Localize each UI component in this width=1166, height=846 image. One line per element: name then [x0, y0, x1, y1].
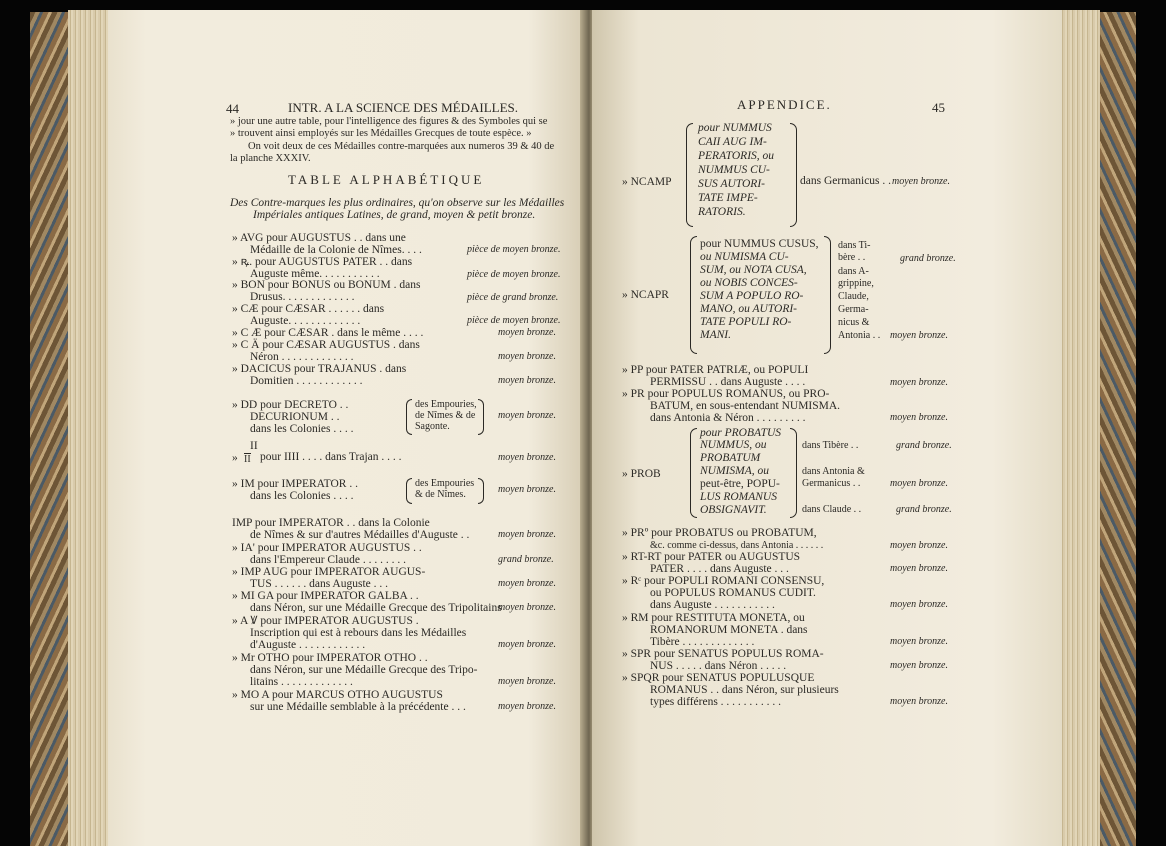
bronze-size: pièce de moyen bronze. [467, 269, 561, 280]
bronze-size: moyen bronze. [892, 176, 950, 187]
entry-line: de Nîmes & sur d'autres Médailles d'Auguste . . [250, 529, 470, 541]
intro-line: la planche XXXIV. [230, 153, 311, 164]
right-brace [790, 428, 797, 518]
entry-line: » CÆ pour CÆSAR . . . . . . dans [232, 303, 385, 315]
brace-item: OBSIGNAVIT. [700, 504, 767, 516]
entry-line: Domitien . . . . . . . . . . . . [250, 375, 363, 387]
location: Germa- [838, 304, 869, 315]
overlined-symbol: II [250, 440, 258, 452]
right-brace [478, 399, 484, 435]
bronze-size: grand bronze. [896, 504, 952, 515]
location: Claude, [838, 291, 869, 302]
brace-item: Sagonte. [415, 421, 450, 432]
entry-line: dans l'Empereur Claude . . . . . . . . [250, 554, 407, 566]
table-subtitle: Des Contre-marques les plus ordinaires, qu'on observe sur les Médailles [230, 197, 565, 209]
entry-line: Drusus. . . . . . . . . . . . . [250, 291, 355, 303]
brace-item: SUS AUTORI- [698, 178, 765, 190]
entry-line: » Rᶜ pour POPULI ROMANI CONSENSU, [622, 575, 825, 587]
brace-item: PROBATUM [700, 452, 761, 464]
bronze-size: grand bronze. [896, 440, 952, 451]
bronze-size: moyen bronze. [890, 330, 948, 341]
left-brace [690, 428, 697, 518]
intro-line: On voit deux de ces Médailles contre-marquées aux numeros 39 & 40 de [248, 141, 555, 152]
brace-item: NUMISMA, ou [700, 465, 769, 477]
entry-line: PATER . . . . dans Auguste . . . [650, 563, 789, 575]
entry-line: » SPQR pour SENATUS POPULUSQUE [622, 672, 815, 684]
location: Antonia . . [838, 330, 881, 341]
location: bère . . [838, 252, 866, 263]
entry-line: sur une Médaille semblable à la précédente . . . [250, 701, 466, 713]
brace-item: NUMMUS CU- [698, 164, 770, 176]
brace-item: pour PROBATUS [700, 427, 782, 439]
entry-label: » PROB [622, 468, 661, 480]
entry-line: » A Ꝟ pour IMPERATOR AUGUSTUS . [232, 615, 419, 627]
bronze-size: moyen bronze. [498, 676, 556, 687]
brace-item: peut-être, POPU- [700, 478, 780, 490]
entry-line: d'Auguste . . . . . . . . . . . . [250, 639, 366, 651]
entry-line: dans Antonia & Néron . . . . . . . . . [650, 412, 806, 424]
bronze-size: moyen bronze. [890, 563, 948, 574]
brace-item: ou NOBIS CONCES- [700, 277, 798, 289]
location: dans Germanicus . . [800, 175, 892, 187]
entry-line: dans Néron, sur une Médaille Grecque des Tripolitains [250, 602, 502, 614]
left-page [108, 10, 586, 846]
page-edges-left [68, 10, 110, 846]
bronze-size: moyen bronze. [498, 529, 556, 540]
brace-item: de Nîmes & de [415, 410, 476, 421]
entry-line: » BON pour BONUS ou BONUM . dans [232, 279, 421, 291]
entry-line: » Mr OTHO pour IMPERATOR OTHO . . [232, 652, 428, 664]
brace-item: CAII AUG IM- [698, 136, 767, 148]
entry-line: » RT-RT pour PATER ou AUGUSTUS [622, 551, 801, 563]
bronze-size: moyen bronze. [498, 410, 556, 421]
brace-item: ou NUMISMA CU- [700, 251, 789, 263]
bronze-size: moyen bronze. [498, 484, 556, 495]
bronze-size: pièce de moyen bronze. [467, 315, 561, 326]
left-brace [690, 236, 697, 354]
entry-line: Néron . . . . . . . . . . . . . [250, 351, 354, 363]
location: dans Ti- [838, 240, 871, 251]
entry-line: Tibère . . . . . . . . . . . . . [650, 636, 755, 648]
bronze-size: moyen bronze. [498, 602, 556, 613]
bronze-size: moyen bronze. [498, 375, 556, 386]
entry-label: » NCAMP [622, 176, 672, 188]
entry-line: Médaille de la Colonie de Nîmes. . . . [250, 244, 422, 256]
bronze-size: moyen bronze. [890, 478, 948, 489]
right-page [592, 10, 1062, 846]
entry-line: dans Néron, sur une Médaille Grecque des Tripo- [250, 664, 478, 676]
running-head: APPENDICE. [737, 97, 832, 112]
bronze-size: moyen bronze. [890, 412, 948, 423]
entry-line: NUS . . . . . dans Néron . . . . . [650, 660, 787, 672]
brace-item: TATE POPULI RO- [700, 316, 792, 328]
brace-item: pour NUMMUS [698, 122, 772, 134]
entry-line: DECURIONUM . . [250, 411, 340, 423]
bronze-size: moyen bronze. [890, 696, 948, 707]
location: nicus & [838, 317, 870, 328]
entry-line: » MO A pour MARCUS OTHO AUGUSTUS [232, 689, 443, 701]
left-brace [406, 478, 412, 504]
bronze-size: moyen bronze. [498, 452, 556, 463]
intro-line: » jour une autre table, pour l'intelligence des figures & des Symboles qui se [230, 116, 548, 127]
brace-item: NUMMUS, ou [700, 439, 767, 451]
right-brace [478, 478, 484, 504]
entry-line: Inscription qui est à rebours dans les Médailles [250, 627, 467, 639]
overlined-symbol: II [244, 454, 251, 465]
brace-item: & de Nîmes. [415, 489, 466, 500]
entry-line: ROMANORUM MONETA . dans [650, 624, 808, 636]
brace-item: des Empouries [415, 478, 475, 489]
entry-line: Auguste même. . . . . . . . . . . [250, 268, 380, 280]
bronze-size: moyen bronze. [890, 660, 948, 671]
entry-line: » PP pour PATER PATRIÆ, ou POPULI [622, 364, 809, 376]
entry-line: dans les Colonies . . . . [250, 490, 354, 502]
entry-line: » C Ä pour CÆSAR AUGUSTUS . dans [232, 339, 420, 351]
location: Germanicus . . [802, 478, 861, 489]
brace-item: pour NUMMUS CUSUS, [700, 238, 819, 250]
entry-line: ou POPULUS ROMANUS CUDIT. [650, 587, 816, 599]
bronze-size: moyen bronze. [890, 636, 948, 647]
marbled-cover-left [30, 12, 70, 846]
table-title: TABLE ALPHABÉTIQUE [288, 172, 485, 187]
entry-line: dans les Colonies . . . . [250, 423, 354, 435]
entry-line: TUS . . . . . . dans Auguste . . . [250, 578, 388, 590]
entry-line: » AVG pour AUGUSTUS . . dans une [232, 232, 406, 244]
entry-line: » IMP AUG pour IMPERATOR AUGUS- [232, 566, 426, 578]
bronze-size: moyen bronze. [890, 377, 948, 388]
bronze-size: moyen bronze. [498, 578, 556, 589]
entry-line: pour IIII . . . . dans Trajan . . . . [260, 451, 402, 463]
entry-line: » SPR pour SENATUS POPULUS ROMA- [622, 648, 824, 660]
bronze-size: grand bronze. [900, 253, 956, 264]
entry-line: » MI GA pour IMPERATOR GALBA . . [232, 590, 419, 602]
bronze-size: moyen bronze. [498, 639, 556, 650]
entry-line: Auguste. . . . . . . . . . . . . [250, 315, 361, 327]
left-brace [686, 123, 693, 227]
location: dans Antonia & [802, 466, 865, 477]
left-brace [406, 399, 412, 435]
entry-line: PERMISSU . . dans Auguste . . . . [650, 376, 806, 388]
entry-line: types différens . . . . . . . . . . . [650, 696, 782, 708]
bronze-size: moyen bronze. [498, 327, 556, 338]
entry-line: litains . . . . . . . . . . . . . [250, 676, 353, 688]
right-brace [790, 123, 797, 227]
entry-line: dans Auguste . . . . . . . . . . . [650, 599, 775, 611]
entry-line: » ꝶ. pour AUGUSTUS PATER . . dans [232, 256, 413, 268]
bronze-size: moyen bronze. [498, 701, 556, 712]
brace-item: MANI. [700, 329, 731, 341]
table-subtitle: Impériales antiques Latines, de grand, moyen & petit bronze. [253, 209, 536, 221]
bronze-size: grand bronze. [498, 554, 554, 565]
bronze-size: moyen bronze. [498, 351, 556, 362]
brace-item: RATORIS. [698, 206, 746, 218]
page-number: 45 [932, 100, 945, 115]
running-head: INTR. A LA SCIENCE DES MÉDAILLES. [288, 100, 519, 115]
location: grippine, [838, 278, 874, 289]
bronze-size: moyen bronze. [890, 599, 948, 610]
marbled-cover-right [1098, 12, 1136, 846]
entry-line: » C Æ pour CÆSAR . dans le même . . . . [232, 327, 424, 339]
page-edges-right [1060, 10, 1100, 846]
entry-label: » NCAPR [622, 289, 669, 301]
entry-line: » PRº pour PROBATUS ou PROBATUM, [622, 527, 817, 539]
entry-line: » IM pour IMPERATOR . . [232, 478, 358, 490]
entry-line: ROMANUS . . dans Néron, sur plusieurs [650, 684, 839, 696]
bronze-size: pièce de moyen bronze. [467, 244, 561, 255]
intro-line: » trouvent ainsi employés sur les Médailles Grecques de toute espèce. » [230, 128, 532, 139]
entry-line: » DD pour DECRETO . . [232, 399, 349, 411]
location: dans A- [838, 266, 869, 277]
brace-item: MANO, ou AUTORI- [700, 303, 798, 315]
entry-line: » RM pour RESTITUTA MONETA, ou [622, 612, 805, 624]
brace-item: SUM, ou NOTA CUSA, [700, 264, 807, 276]
page-number: 44 [226, 101, 239, 116]
entry-line: » PR pour POPULUS ROMANUS, ou PRO- [622, 388, 830, 400]
entry-line: BATUM, en sous-entendant NUMISMA. [650, 400, 841, 412]
bronze-size: pièce de grand bronze. [467, 292, 559, 303]
entry-line: IMP pour IMPERATOR . . dans la Colonie [232, 517, 430, 529]
location: dans Tibère . . [802, 440, 859, 451]
entry-line: » IA' pour IMPERATOR AUGUSTUS . . [232, 542, 422, 554]
entry-line: &c. comme ci-dessus, dans Antonia . . . . . . [650, 540, 824, 551]
brace-item: SUM A POPULO RO- [700, 290, 804, 302]
entry-line: » DACICUS pour TRAJANUS . dans [232, 363, 407, 375]
entry-quote: » [232, 452, 238, 464]
location: dans Claude . . [802, 504, 862, 515]
brace-item: TATE IMPE- [698, 192, 758, 204]
bronze-size: moyen bronze. [890, 540, 948, 551]
brace-item: LUS ROMANUS [700, 491, 777, 503]
right-brace [824, 236, 831, 354]
brace-item: des Empouries, [415, 399, 477, 410]
brace-item: PERATORIS, ou [698, 150, 775, 162]
